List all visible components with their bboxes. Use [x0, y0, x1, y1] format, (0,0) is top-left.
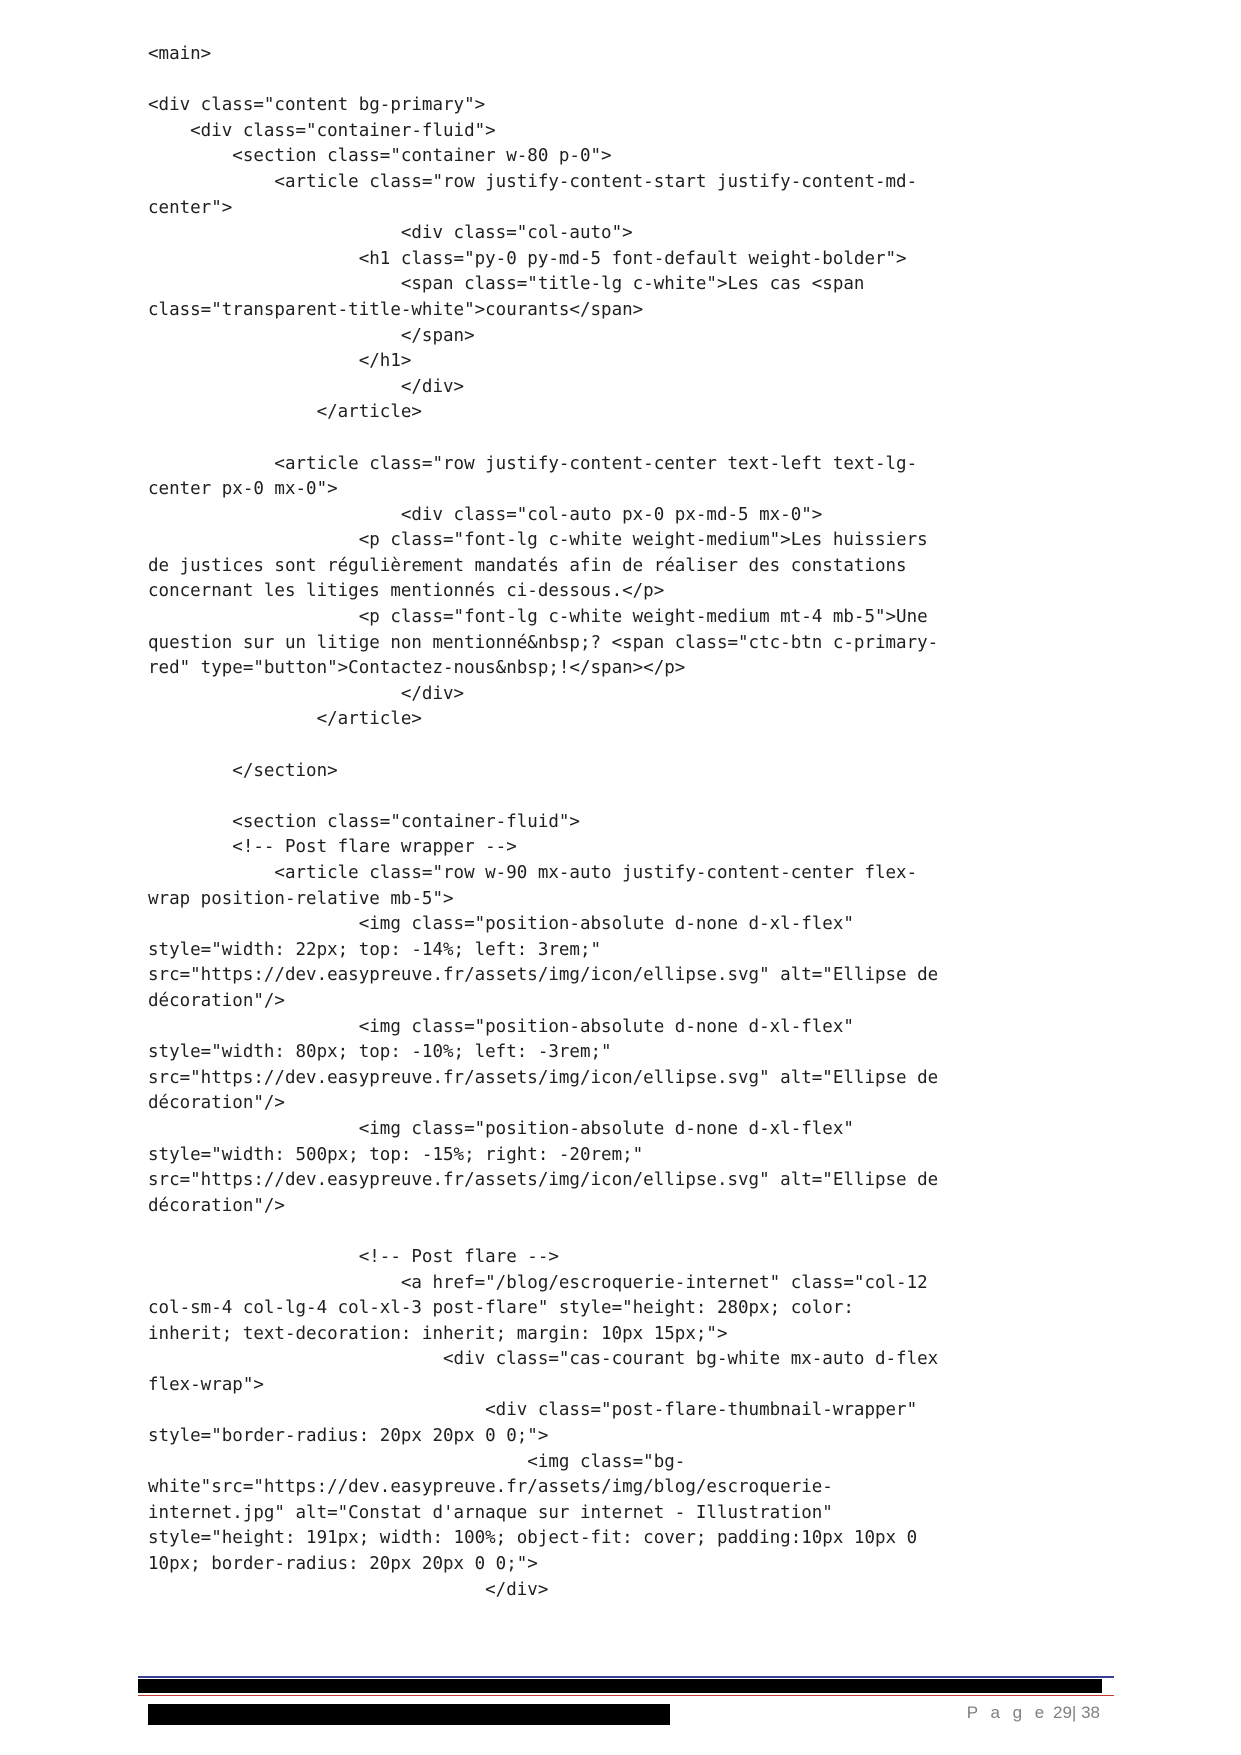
code-line: décoration"/> — [148, 1195, 285, 1216]
code-line: <section class="container-fluid"> — [148, 811, 580, 832]
code-line: <!-- Post flare wrapper --> — [148, 837, 517, 858]
code-line: inherit; text-decoration: inherit; margin: 10px 15px;"> — [148, 1323, 728, 1344]
code-line: style="height: 191px; width: 100%; object-fit: cover; padding:10px 10px 0 — [148, 1528, 918, 1549]
code-line: white"src="https://dev.easypreuve.fr/assets/img/blog/escroquerie- — [148, 1477, 833, 1498]
code-line: concernant les litiges mentionnés ci-dessous.</p> — [148, 581, 665, 602]
footer-rule-red — [138, 1695, 1114, 1696]
page-label: P a g e — [966, 1703, 1049, 1722]
code-line: <span class="title-lg c-white">Les cas <span — [148, 274, 865, 295]
code-line: </article> — [148, 402, 422, 423]
code-listing — [148, 42, 1108, 1603]
code-line: red" type="button">Contactez-nous&nbsp;!</span></p> — [148, 658, 686, 679]
code-line: de justices sont régulièrement mandatés afin de réaliser des constations — [148, 555, 907, 576]
code-line: center"> — [148, 197, 233, 218]
code-line: <article class="row justify-content-center text-left text-lg- — [148, 453, 918, 474]
code-line: </div> — [148, 1579, 549, 1600]
code-line: <div class="post-flare-thumbnail-wrapper" — [148, 1400, 918, 1421]
code-line: </span> — [148, 325, 475, 346]
code-line: src="https://dev.easypreuve.fr/assets/img/icon/ellipse.svg" alt="Ellipse de — [148, 1067, 939, 1088]
code-line: <!-- Post flare --> — [148, 1246, 559, 1267]
code-line: <article class="row w-90 mx-auto justify-content-center flex- — [148, 863, 918, 883]
code-line: <h1 class="py-0 py-md-5 font-default weight-bolder"> — [148, 248, 907, 269]
code-line: style="width: 22px; top: -14%; left: 3rem;" — [148, 939, 602, 960]
code-line: <section class="container w-80 p-0"> — [148, 146, 612, 167]
page-current: 29 — [1053, 1703, 1072, 1722]
code-line: flex-wrap"> — [148, 1374, 264, 1395]
code-line: center px-0 mx-0"> — [148, 479, 338, 500]
code-line: <main> — [148, 44, 212, 64]
code-line: src="https://dev.easypreuve.fr/assets/img/icon/ellipse.svg" alt="Ellipse de — [148, 965, 939, 986]
code-line: <div class="container-fluid"> — [148, 120, 496, 141]
code-line: décoration"/> — [148, 1093, 285, 1114]
code-line: </div> — [148, 376, 465, 397]
code-line: wrap position-relative mb-5"> — [148, 888, 454, 909]
footer-rule-blue — [138, 1676, 1114, 1678]
code-line: </div> — [148, 683, 465, 704]
code-line: <article class="row justify-content-start justify-content-md- — [148, 171, 918, 192]
code-line: question sur un litige non mentionné&nbsp;? <span class="ctc-btn c-primary- — [148, 632, 939, 653]
code-line: </article> — [148, 709, 422, 730]
code-line: <a href="/blog/escroquerie-internet" class="col-12 — [148, 1272, 928, 1293]
code-line — [148, 733, 1108, 759]
code-line — [148, 426, 1108, 452]
page-separator: | — [1071, 1703, 1077, 1722]
footer-redaction-bar — [138, 1679, 1102, 1693]
code-line: <img class="position-absolute d-none d-xl-flex" — [148, 1118, 854, 1139]
code-line: <img class="position-absolute d-none d-xl-flex" — [148, 914, 854, 935]
footer-redacted-text — [148, 1704, 670, 1725]
code-line: décoration"/> — [148, 990, 285, 1011]
code-line: style="border-radius: 20px 20px 0 0;"> — [148, 1426, 549, 1447]
page-total: 38 — [1081, 1703, 1100, 1722]
code-line: <div class="col-auto px-0 px-md-5 mx-0"> — [148, 504, 823, 525]
code-line: <div class="content bg-primary"> — [148, 95, 486, 116]
code-line: <p class="font-lg c-white weight-medium">Les huissiers — [148, 530, 928, 551]
page-number — [967, 1703, 1100, 1723]
code-line — [148, 68, 1108, 94]
code-line: class="transparent-title-white">courants</span> — [148, 299, 644, 320]
code-line: style="width: 80px; top: -10%; left: -3rem;" — [148, 1042, 612, 1063]
code-line: 10px; border-radius: 20px 20px 0 0;"> — [148, 1554, 538, 1575]
code-line: <img class="bg- — [148, 1451, 686, 1472]
code-line: internet.jpg" alt="Constat d'arnaque sur internet - Illustration" — [148, 1502, 833, 1523]
code-line: src="https://dev.easypreuve.fr/assets/img/icon/ellipse.svg" alt="Ellipse de — [148, 1170, 939, 1191]
code-line — [148, 784, 1108, 810]
code-line: </h1> — [148, 351, 412, 372]
code-line: </section> — [148, 760, 338, 781]
code-line: <p class="font-lg c-white weight-medium mt-4 mb-5">Une — [148, 607, 928, 628]
code-line — [148, 1219, 1108, 1245]
code-line: <div class="cas-courant bg-white mx-auto d-flex — [148, 1349, 939, 1370]
code-line: style="width: 500px; top: -15%; right: -20rem;" — [148, 1144, 644, 1165]
code-line: col-sm-4 col-lg-4 col-xl-3 post-flare" style="height: 280px; color: — [148, 1298, 854, 1319]
code-line: <div class="col-auto"> — [148, 223, 633, 244]
code-line: <img class="position-absolute d-none d-xl-flex" — [148, 1016, 854, 1037]
